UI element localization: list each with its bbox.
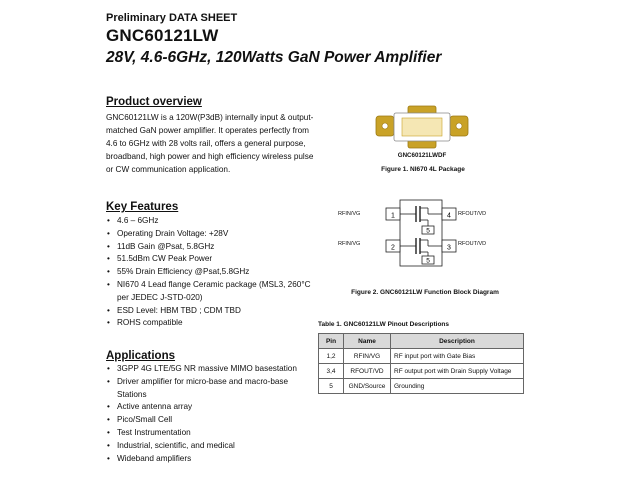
application-item: • Driver amplifier for micro-base and macro-base Stations (106, 376, 316, 402)
feature-item: • 4.6 – 6GHz (106, 215, 316, 228)
features-list (106, 215, 316, 330)
pinout-table (318, 333, 524, 394)
rfin-label-top: RFIN/VG (338, 211, 361, 217)
cell-name: RFIN/VG (344, 349, 391, 364)
table-caption: Table 1. GNC60121LW Pinout Descriptions (318, 321, 449, 328)
document-subtitle: 28V, 4.6-6GHz, 120Watts GaN Power Amplifier (106, 49, 442, 66)
application-item: • Wideband amplifiers (106, 453, 316, 466)
figure1-caption: Figure 1. NI670 4L Package (381, 166, 465, 173)
pin-5-number-bottom: 5 (426, 257, 430, 265)
feature-item: • ESD Level: HBM TBD ; CDM TBD (106, 305, 316, 318)
feature-item: • 11dB Gain @Psat, 5.8GHz (106, 241, 316, 254)
package-label: GNC60121LWDF (397, 152, 447, 159)
application-item: • 3GPP 4G LTE/5G NR massive MIMO basestation (106, 363, 316, 376)
header-description: Description (391, 334, 524, 349)
header-name: Name (344, 334, 391, 349)
features-heading: Key Features (106, 201, 179, 213)
rfout-label-top: RFOUT/VD (458, 211, 487, 217)
feature-item: • Operating Drain Voltage: +28V (106, 228, 316, 241)
application-item: • Test Instrumentation (106, 427, 316, 440)
table-row (319, 364, 524, 379)
application-item: • Industrial, scientific, and medical (106, 440, 316, 453)
pin-5-number-top: 5 (426, 227, 430, 235)
pin-4-number: 4 (447, 212, 451, 220)
cell-pin: 1,2 (319, 349, 344, 364)
figure2-caption: Figure 2. GNC60121LW Function Block Diagram (351, 289, 499, 296)
cell-description: Grounding (391, 379, 524, 394)
pin-3-number: 3 (447, 244, 451, 252)
table-header-row (319, 334, 524, 349)
feature-item: • 51.5dBm CW Peak Power (106, 253, 316, 266)
table-row (319, 379, 524, 394)
cell-description: RF input port with Gate Bias (391, 349, 524, 364)
part-number-title: GNC60121LW (106, 26, 219, 45)
header-pin: Pin (319, 334, 344, 349)
cell-pin: 5 (319, 379, 344, 394)
preliminary-label: Preliminary DATA SHEET (106, 12, 238, 24)
overview-text: GNC60121LW is a 120W(P3dB) internally input & output-matched GaN power amplifier. It operates perfectly from 4.6 to 6GHz with 28 volts rail, offers a general purpose, broadband, high power and high efficiency wireless pulse or CW communication application. (106, 113, 314, 174)
application-item: • Active antenna array (106, 401, 316, 414)
rfout-label-bottom: RFOUT/VD (458, 241, 487, 247)
feature-item: • 55% Drain Efficiency @Psat,5.8GHz (106, 266, 316, 279)
feature-item: • ROHS compatible (106, 317, 316, 330)
overview-heading: Product overview (106, 96, 202, 108)
applications-list (106, 363, 316, 465)
table-row (319, 349, 524, 364)
applications-heading: Applications (106, 350, 176, 362)
cell-name: GND/Source (344, 379, 391, 394)
pin-1-number: 1 (391, 212, 395, 220)
block-diagram (382, 198, 460, 270)
rfin-label-bottom: RFIN/VG (338, 241, 361, 247)
cell-pin: 3,4 (319, 364, 344, 379)
application-item: • Pico/Small Cell (106, 414, 316, 427)
pin-2-number: 2 (391, 244, 395, 252)
cell-description: RF output port with Drain Supply Voltage (391, 364, 524, 379)
feature-item: • NI670 4 Lead flange Ceramic package (MSL3, 260°C per JEDEC J-STD-020) (106, 279, 316, 305)
package-image (372, 104, 472, 150)
cell-name: RFOUT/VD (344, 364, 391, 379)
